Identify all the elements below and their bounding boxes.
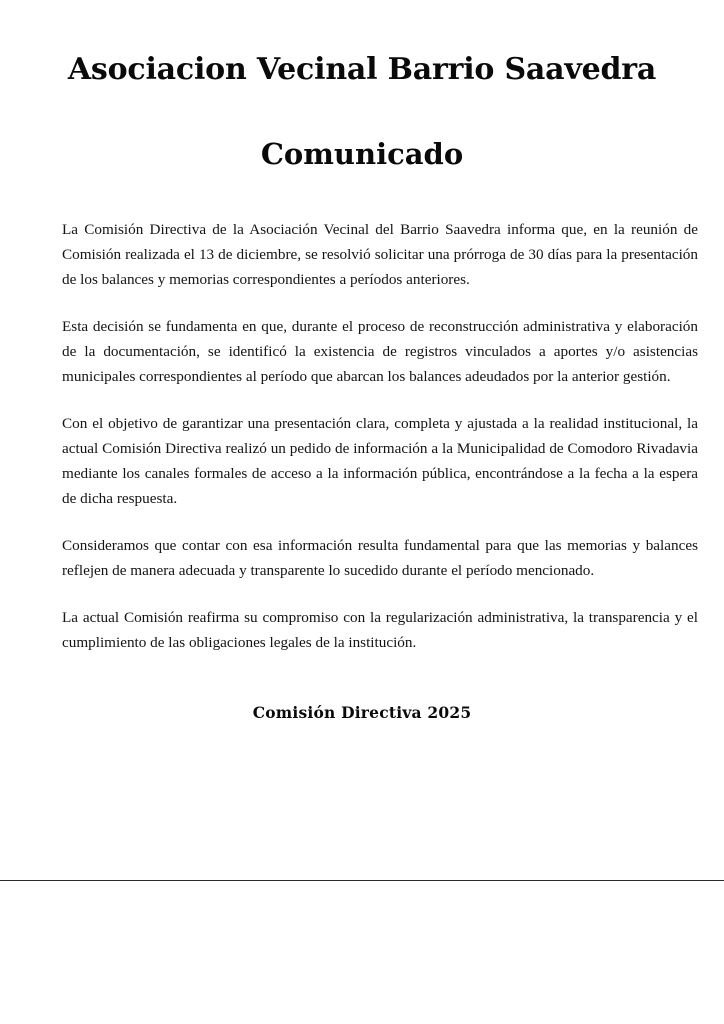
paragraph: La actual Comisión reafirma su compromiso con la regularización administrativa, la transparencia y el cumplimiento de las obligaciones legales de la institución. (62, 609, 698, 651)
paragraph: La Comisión Directiva de la Asociación Vecinal del Barrio Saavedra informa que, en la reunión de Comisión realizada el 13 de diciembre, se resolvió solicitar una prórroga de 30 días para la presentación de los balances y memorias correspondientes a períodos anteriores. (62, 221, 698, 288)
paragraph: Con el objetivo de garantizar una presentación clara, completa y ajustada a la realidad institucional, la actual Comisión Directiva realizó un pedido de información a la Municipalidad de Comodoro Rivadavia mediante los canales formales de acceso a la información pública, encontrándose a la fecha a la espera de dicha respuesta. (62, 415, 698, 507)
footer-area (0, 881, 724, 1024)
signature-line: Comisión Directiva 2025 (252, 703, 472, 722)
document-body (0, 171, 698, 655)
paragraph: Esta decisión se fundamenta en que, durante el proceso de reconstrucción administrativa y elaboración de la documentación, se identificó la existencia de registros vinculados a aportes y/o asistencias municipales correspondientes al período que abarcan los balances adeudados por la anterior gestión. (62, 318, 698, 385)
paragraph: Consideramos que contar con esa información resulta fundamental para que las memorias y balances reflejen de manera adecuada y transparente lo sucedido durante el período mencionado. (62, 537, 698, 579)
document-subtitle: Comunicado (260, 137, 464, 171)
document-title: Asociacion Vecinal Barrio Saavedra (67, 52, 657, 87)
